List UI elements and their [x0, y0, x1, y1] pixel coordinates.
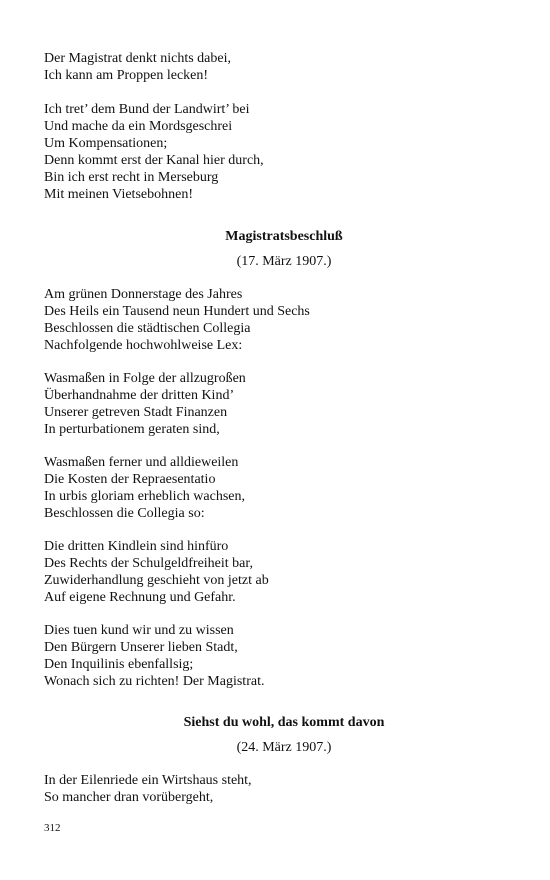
verse-line: Ich tret’ dem Bund der Landwirt’ bei: [44, 102, 250, 117]
verse-line: In perturbationem geraten sind,: [44, 422, 220, 437]
verse-line: Wasmaßen ferner und alldieweilen: [44, 455, 239, 470]
stanza: [44, 370, 514, 438]
verse-line: Wonach sich zu richten! Der Magistrat.: [44, 674, 265, 689]
stanza: [44, 101, 514, 203]
verse-line: Beschlossen die städtischen Collegia: [44, 321, 251, 336]
verse-line: Um Kompensationen;: [44, 136, 168, 151]
verse-line: In der Eilenriede ein Wirtshaus steht,: [44, 773, 252, 788]
stanza-continued: [44, 50, 514, 84]
verse-line: Am grünen Donnerstage des Jahres: [44, 287, 243, 302]
poem-date: (17. März 1907.): [236, 254, 332, 269]
verse-line: Dies tuen kund wir und zu wissen: [44, 623, 234, 638]
verse-line: Den Bürgern Unserer lieben Stadt,: [44, 640, 238, 655]
verse-line: Ich kann am Proppen lecken!: [44, 68, 209, 83]
verse-line: Wasmaßen in Folge der allzugroßen: [44, 371, 246, 386]
verse-line: Und mache da ein Mordsgeschrei: [44, 119, 233, 134]
verse-line: Des Heils ein Tausend neun Hundert und Sechs: [44, 304, 310, 319]
verse-line: Die Kosten der Repraesentatio: [44, 472, 216, 487]
verse-line: In urbis gloriam erheblich wachsen,: [44, 489, 245, 504]
page-number: 312: [44, 822, 61, 834]
verse-line: Beschlossen die Collegia so:: [44, 506, 205, 521]
verse-line: Nachfolgende hochwohlweise Lex:: [44, 338, 243, 353]
verse-line: Auf eigene Rechnung und Gefahr.: [44, 590, 236, 605]
verse-line: Zuwiderhandlung geschieht von jetzt ab: [44, 573, 269, 588]
verse-line: Mit meinen Vietsebohnen!: [44, 187, 193, 202]
verse-line: So mancher dran vorübergeht,: [44, 790, 214, 805]
poem-date: (24. März 1907.): [236, 740, 332, 755]
verse-line: Den Inquilinis ebenfallsig;: [44, 657, 194, 672]
poem-title: Magistratsbeschluß: [225, 229, 343, 244]
verse-line: Des Rechts der Schulgeldfreiheit bar,: [44, 556, 253, 571]
verse-line: Überhandnahme der dritten Kind’: [44, 388, 235, 403]
verse-line: Bin ich erst recht in Merseburg: [44, 170, 219, 185]
stanza: [44, 286, 514, 354]
verse-line: Unserer getreven Stadt Finanzen: [44, 405, 228, 420]
verse-line: Die dritten Kindlein sind hinfüro: [44, 539, 229, 554]
stanza: [44, 622, 514, 690]
stanza: [44, 454, 514, 522]
stanza: [44, 538, 514, 606]
verse-line: Denn kommt erst der Kanal hier durch,: [44, 153, 264, 168]
verse-line: Der Magistrat denkt nichts dabei,: [44, 51, 232, 66]
poem-title: Siehst du wohl, das kommt davon: [183, 715, 385, 730]
stanza: [44, 772, 514, 806]
